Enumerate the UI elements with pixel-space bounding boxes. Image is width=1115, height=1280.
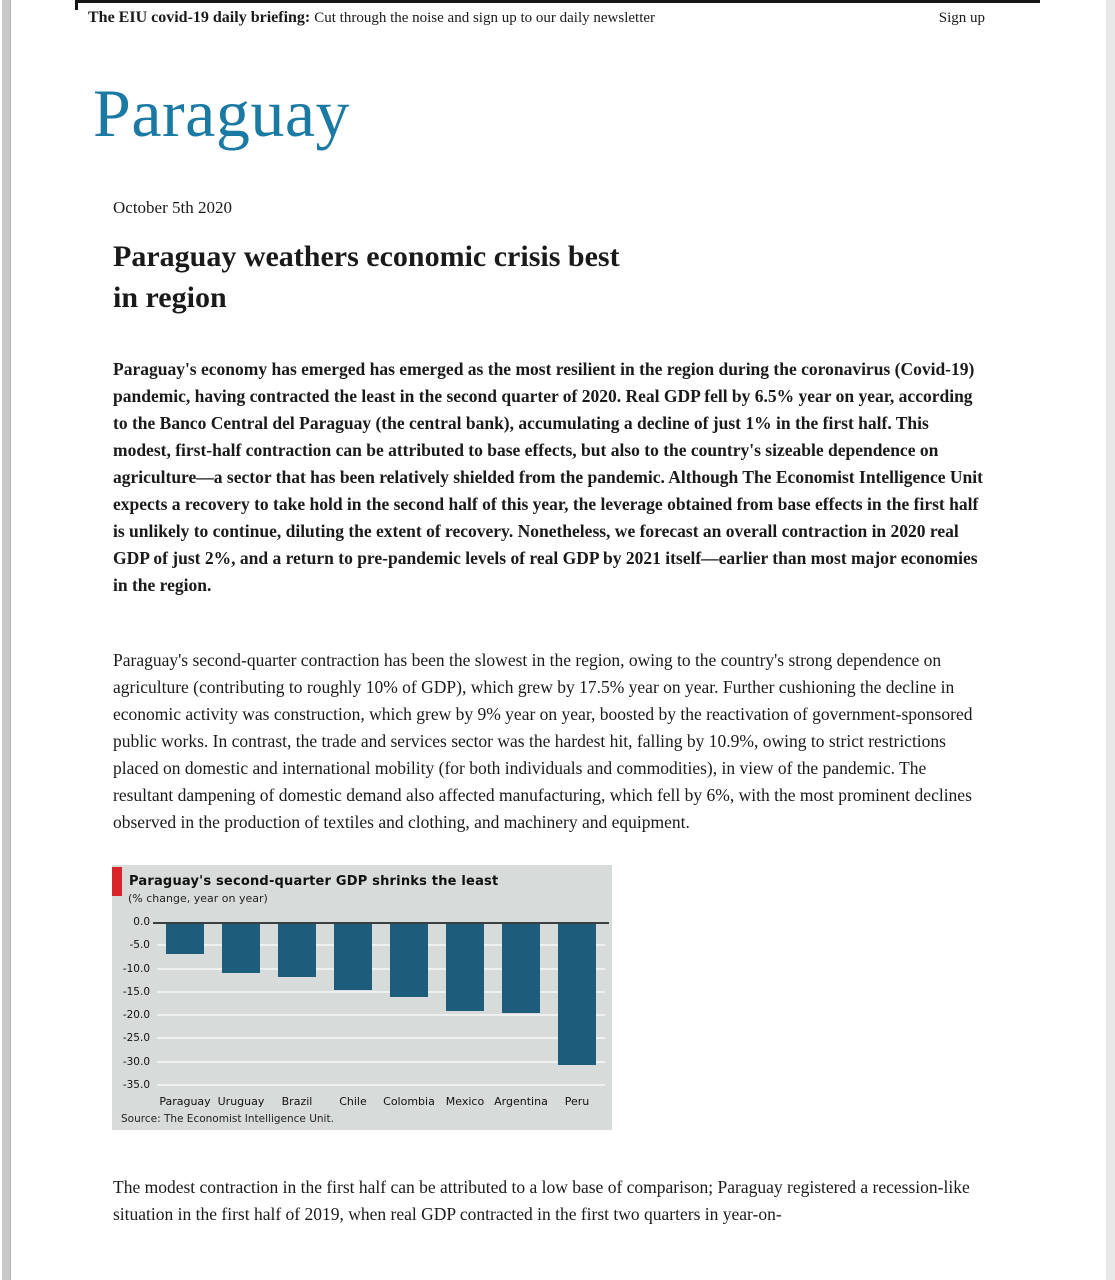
chart-x-tick-label: Mexico [445,1095,485,1108]
sign-up-link[interactable]: Sign up [938,10,985,26]
chart-y-tick-label: -30.0 [122,1056,150,1068]
newsletter-banner [88,9,985,27]
country-title: Paraguay [93,75,351,151]
chart-title: Paraguay's second-quarter GDP shrinks the least [129,874,499,889]
newsletter-banner-text [88,9,655,27]
page-right-edge [1106,0,1115,1280]
newsletter-banner-title: The EIU covid-19 daily briefing: [88,9,311,26]
chart-bar-peru [558,924,596,1065]
chart-x-tick-label: Paraguay [159,1095,211,1108]
chart-gridline [157,1084,605,1086]
chart-y-tick-label: -15.0 [122,986,150,998]
top-divider-rule [75,0,1040,3]
chart-x-tick-label: Brazil [281,1095,313,1108]
chart-x-tick-label: Colombia [383,1095,435,1108]
chart-bar-paraguay [166,924,204,954]
gdp-bar-chart [112,865,612,1130]
article-date: October 5th 2020 [113,198,232,217]
chart-bar-mexico [446,924,484,1011]
chart-gridline [157,1061,605,1063]
chart-bar-chile [334,924,372,990]
chart-subtitle: (% change, year on year) [128,892,268,905]
chart-y-tick-label: -10.0 [122,963,150,975]
chart-gridline [157,1014,605,1016]
chart-x-tick-label: Chile [339,1095,367,1108]
article-headline: Paraguay weathers economic crisis best in region [113,240,620,314]
chart-y-tick-label: 0.0 [133,916,150,928]
chart-source: Source: The Economist Intelligence Unit. [121,1113,334,1125]
body-paragraph-2: Paraguay's second-quarter contraction has been the slowest in the region, owing to the country's strong dependence on agriculture (contributing to roughly 10% of GDP), which grew by 17.5% year on year. Further cushioning the decline in economic activity was construction, which grew by 9% year on year, boosted by the reactivation of government-sponsored public works. In contrast, the trade and services sector was the hardest hit, falling by 10.9%, owing to strict restrictions placed on domestic and international mobility (for both individuals and commodities), in view of the pandemic. The resultant dampening of domestic demand also affected manufacturing, which fell by 6%, with the most prominent declines observed in the production of textiles and clothing, and machinery and equipment. [113,649,973,832]
chart-y-tick-label: -35.0 [122,1079,150,1091]
chart-y-tick-label: -25.0 [122,1032,150,1044]
chart-gridline [157,1037,605,1039]
chart-bar-brazil [278,924,316,977]
chart-x-tick-label: Peru [564,1095,590,1108]
chart-bar-uruguay [222,924,260,973]
chart-bar-colombia [390,924,428,997]
chart-y-tick-label: -5.0 [129,939,150,951]
page-left-edge [2,0,11,1280]
chart-plot-area [122,916,605,1091]
lead-paragraph: Paraguay's economy has emerged has emerged as the most resilient in the region during the coronavirus (Covid-19) pandemic, having contracted the least in the second quarter of 2020. Real GDP fell by 6.5% year on year, according to the Banco Central del Paraguay (the central bank), accumulating a decline of just 1% in the first half. This modest, first-half contraction can be attributed to base effects, but also to the country's sizeable dependence on agriculture—a sector that has been relatively shielded from the pandemic. Although The Economist Intelligence Unit expects a recovery to take hold in the second half of this year, the leverage obtained from base effects in the first half is unlikely to continue, diluting the extent of recovery. Nonetheless, we forecast an overall contraction in 2020 real GDP of just 2%, and a return to pre-pandemic levels of real GDP by 2021 itself—earlier than most major economies in the region. [113,358,983,595]
newsletter-banner-subtitle: Cut through the noise and sign up to our daily newsletter [314,10,656,26]
chart-y-tick-label: -20.0 [122,1009,150,1021]
chart-x-tick-label: Argentina [494,1095,548,1108]
chart-accent-bar [112,867,122,896]
top-divider-tick [75,0,78,10]
body-paragraph-3: The modest contraction in the first half can be attributed to a low base of comparison; Paraguay registered a recession-like situation in the first half of 2019, when real GDP contracted in the first two quarters in year-on- [113,1176,970,1224]
chart-x-tick-label: Uruguay [217,1095,265,1108]
chart-bar-argentina [502,924,540,1013]
chart-x-axis-labels [157,1095,605,1109]
